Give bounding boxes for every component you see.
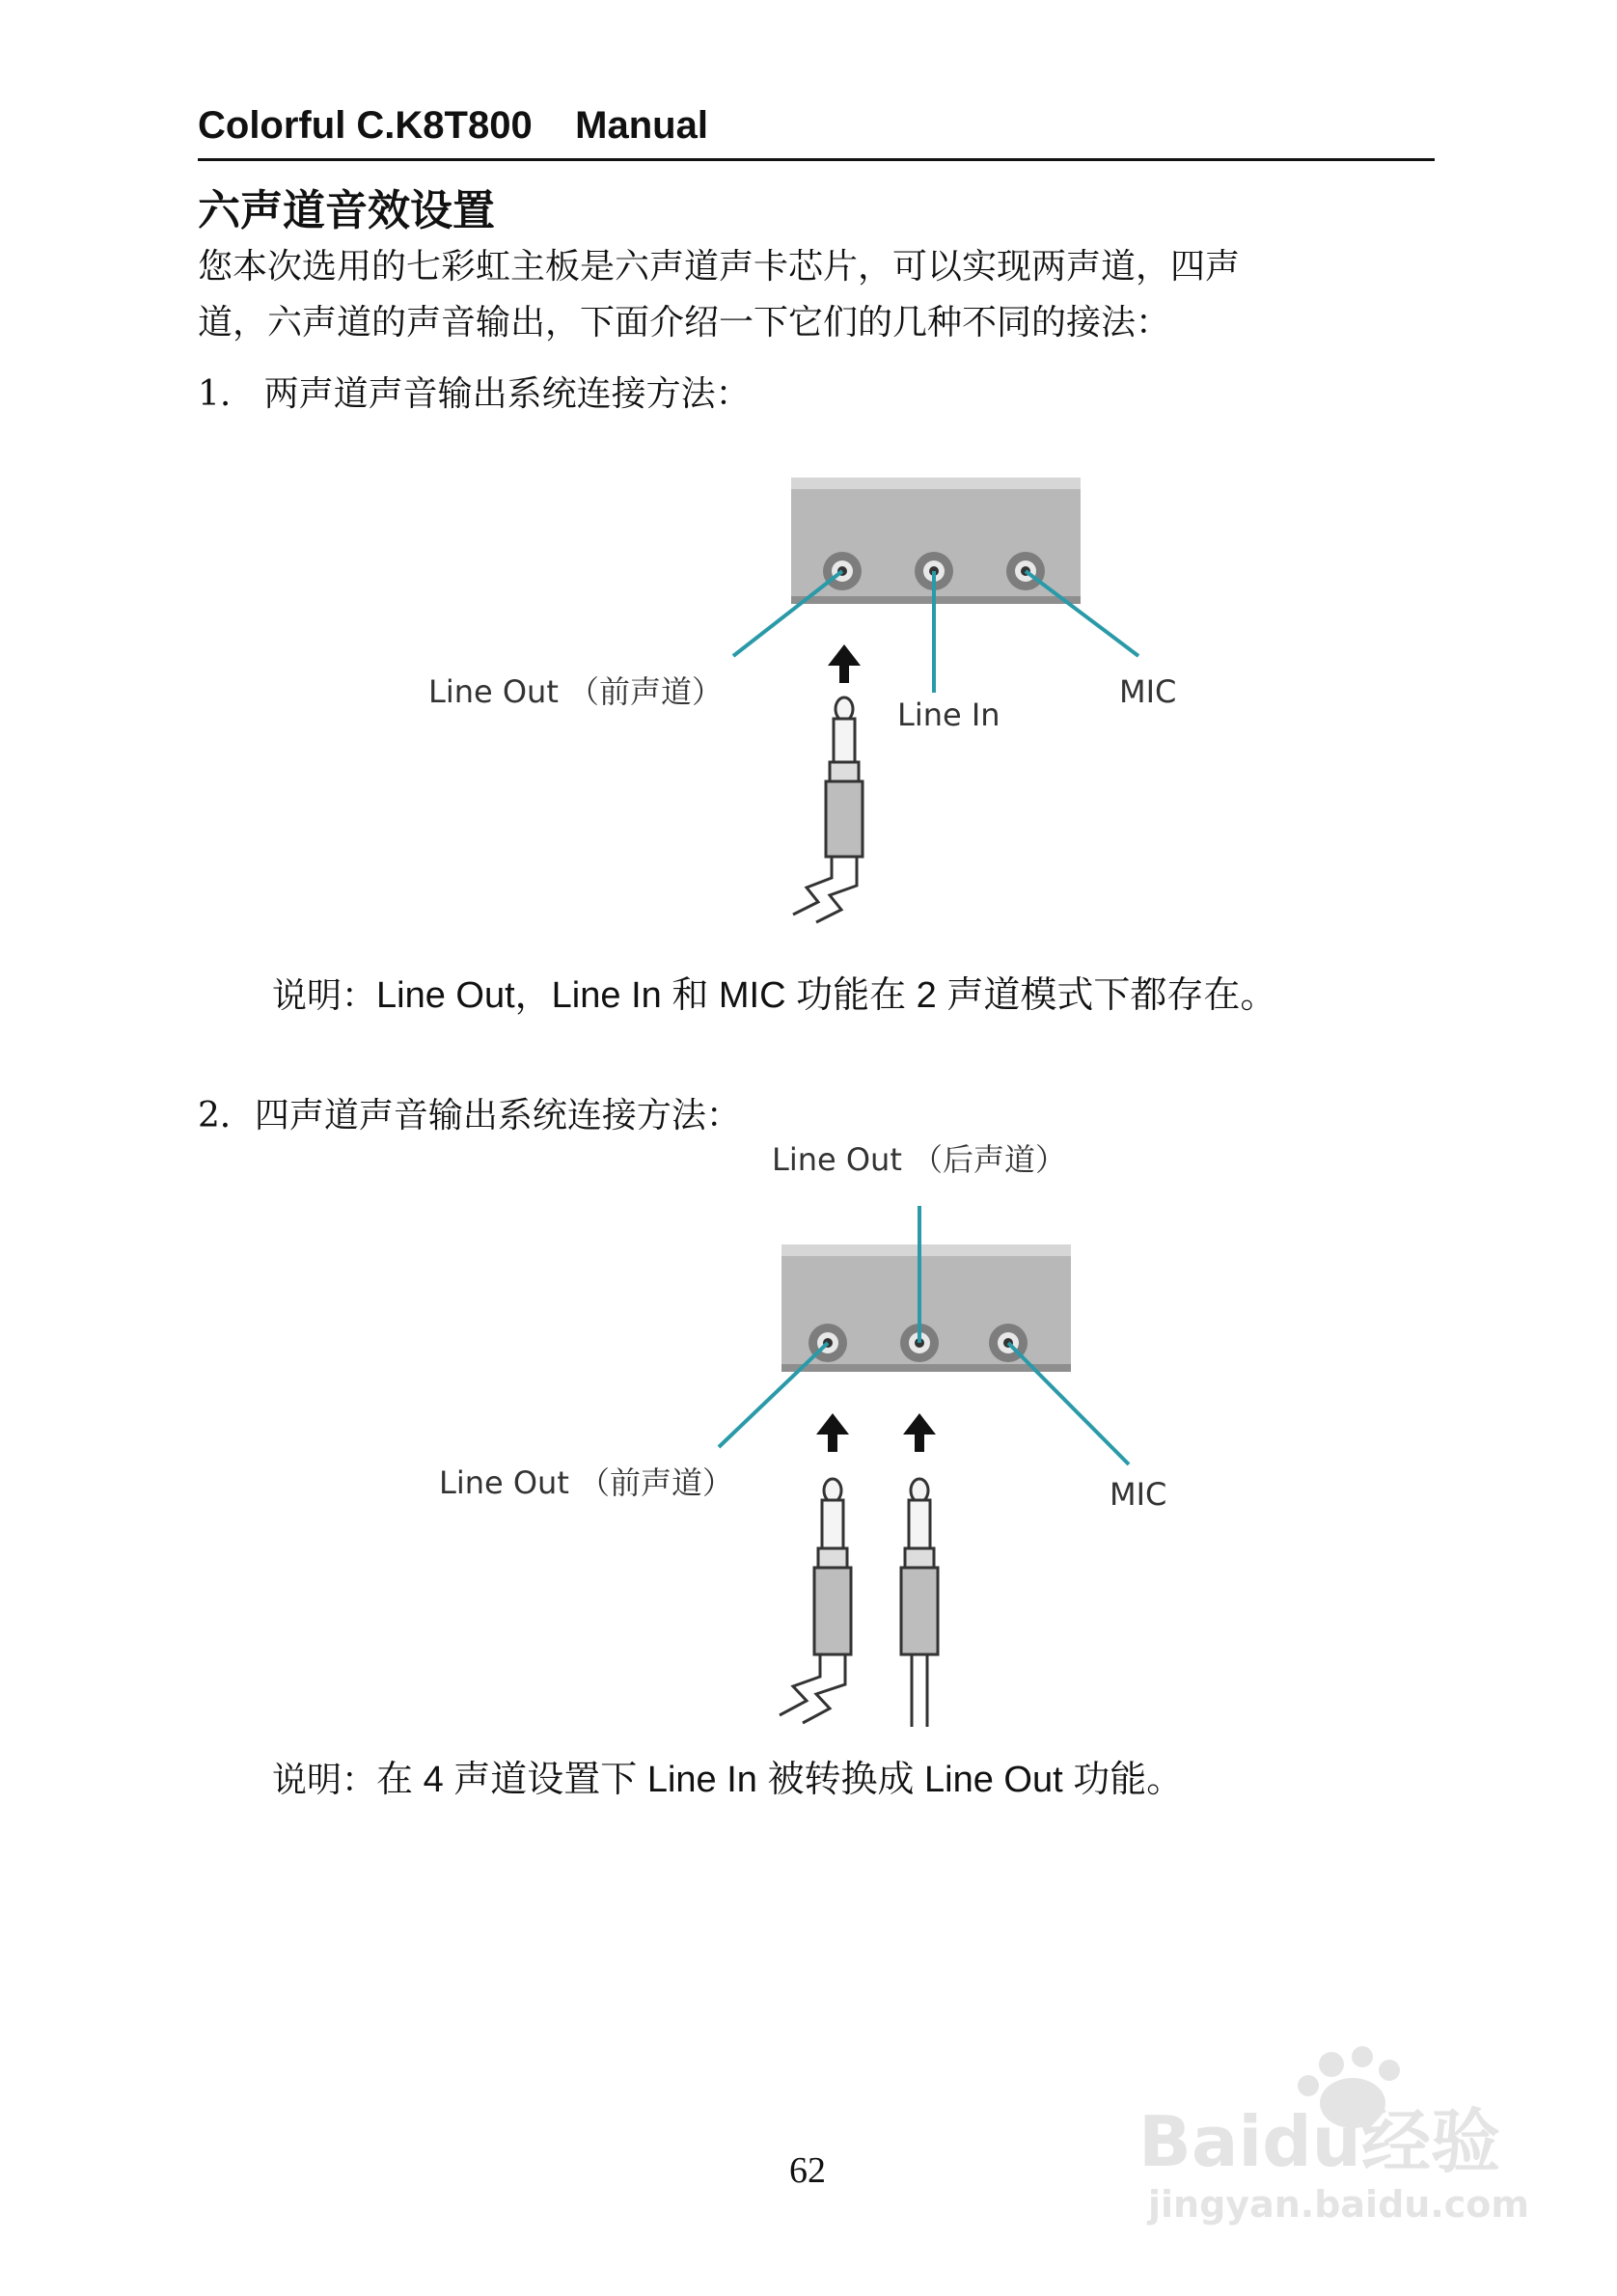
watermark-url: jingyan.baidu.com	[1148, 2183, 1529, 2226]
section-title: 六声道音效设置	[198, 186, 495, 235]
manual-header-title: Colorful C.K8T800 Manual	[198, 104, 708, 147]
audio-plug-icon	[780, 1479, 851, 1723]
note2-prefix: 说明：	[272, 1761, 377, 1800]
page-number: 62	[789, 2150, 826, 2191]
label-mic: MIC	[1119, 673, 1177, 710]
insert-arrow-icon	[816, 1413, 936, 1452]
label-line-in: Line In	[897, 697, 1000, 733]
step2-note	[272, 1749, 1183, 1802]
label-line-out-rear: Line Out （后声道）	[772, 1141, 1067, 1178]
leader-line-out-2	[719, 1343, 828, 1447]
intro-line-1: 您本次选用的七彩虹主板是六声道声卡芯片，可以实现两声道，四声	[198, 247, 1241, 287]
label-mic-2: MIC	[1110, 1476, 1167, 1513]
baidu-watermark	[1129, 2045, 1534, 2228]
label-line-out-front: Line Out （前声道）	[428, 673, 724, 710]
step2-heading: 2．四声道声音输出系统连接方法：	[198, 1096, 741, 1135]
watermark-brand: Baidu经验	[1138, 2101, 1500, 2182]
audio-plug-icon	[901, 1479, 938, 1727]
intro-line-2: 道，六声道的声音输出，下面介绍一下它们的几种不同的接法：	[198, 303, 1171, 342]
note2-text: 在 4 声道设置下 Line In 被转换成 Line Out 功能。	[376, 1760, 1184, 1800]
label-line-out-front-2: Line Out （前声道）	[439, 1464, 734, 1501]
note1-text: Line Out，Line In 和 MIC 功能在 2 声道模式下都存在。	[376, 975, 1277, 1016]
note1-prefix: 说明：	[272, 976, 377, 1016]
step1-heading: 1. 两声道声音输出系统连接方法：	[198, 374, 751, 414]
